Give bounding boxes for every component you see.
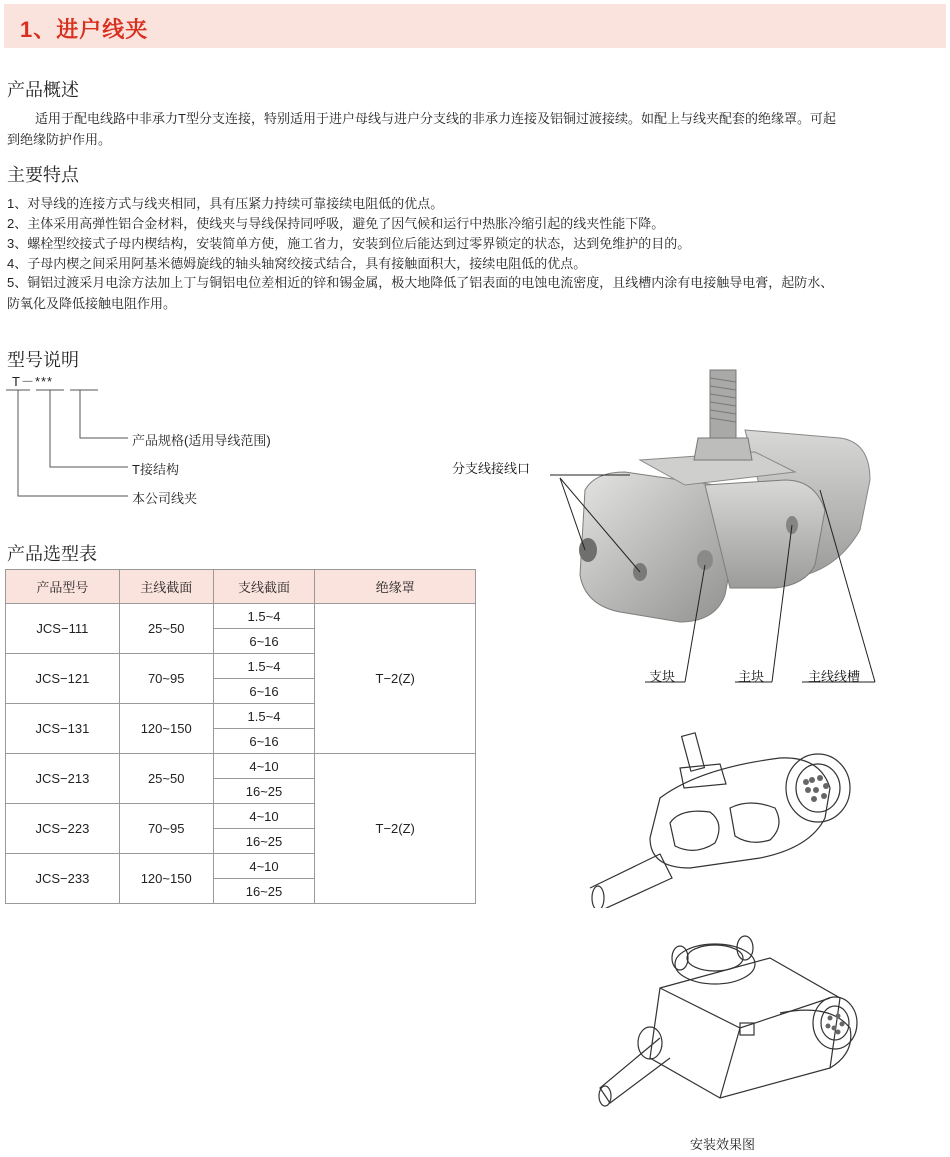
branch-section-cell: 6~16 (213, 679, 315, 704)
feature-item-3: 3、螺栓型绞接式子母内楔结构，安装简单方使，施工省力，安装到位后能达到过零界锁定的状态，达到免维护的目的。 (7, 236, 691, 251)
figure-caption: 安装效果图 (690, 1137, 756, 1152)
main-section-cell: 70~95 (119, 654, 213, 704)
table-header-row (6, 570, 476, 604)
model-cell: JCS−131 (6, 704, 120, 754)
model-code: T－*** (12, 374, 54, 389)
branch-section-cell: 4~10 (213, 804, 315, 829)
feature-item-1: 1、对导线的连接方式与线夹相同，具有压紧力持续可靠接续电阻低的优点。 (7, 196, 444, 211)
callout-main-block: 主块 (738, 669, 765, 684)
main-section-cell: 70~95 (119, 804, 213, 854)
main-section-cell: 25~50 (119, 604, 213, 654)
feature-item-2: 2、主体采用高弹性铝合金材料，使线夹与导线保持同呼吸，避免了因气候和运行中热胀冷缩引起的线夹性能下降。 (7, 216, 665, 231)
branch-section-cell: 1.5~4 (213, 704, 315, 729)
model-label-spec: 产品规格(适用导线范围) (132, 433, 271, 448)
feature-item-5: 5、铜铝过渡采月电涂方法加上丁与铜铝电位差相近的锌和锡金属，极大地降低了铝表面的电蚀电流密度，且线槽内涂有电接触导电膏，起防水、 (7, 275, 834, 290)
page-title: 1、进户线夹 (20, 17, 149, 42)
column-header: 主线截面 (119, 570, 213, 604)
model-cell: JCS−223 (6, 804, 120, 854)
selection-heading: 产品选型表 (7, 544, 97, 564)
callout-main-groove: 主线线槽 (808, 669, 861, 684)
main-section-cell: 120~150 (119, 854, 213, 904)
table-row (6, 604, 476, 629)
overview-text-line1: 适用于配电线路中非承力T型分支连接，特别适用于进户母线与进户分支线的非承力连接及铝铜过渡接续。如配上与线夹配套的绝缘罩。可起 (35, 111, 836, 126)
column-header: 绝缘罩 (315, 570, 476, 604)
model-label-structure: T接结构 (132, 462, 179, 477)
model-cell: JCS−111 (6, 604, 120, 654)
main-section-cell: 25~50 (119, 754, 213, 804)
cover-cell: T−2(Z) (315, 754, 476, 904)
table-row (6, 754, 476, 779)
branch-section-cell: 4~10 (213, 754, 315, 779)
model-label-company: 本公司线夹 (132, 491, 198, 506)
insulation-cover-drawing (590, 918, 880, 1118)
callout-support-block: 支块 (649, 669, 676, 684)
branch-section-cell: 1.5~4 (213, 604, 315, 629)
branch-section-cell: 16~25 (213, 829, 315, 854)
column-header: 产品型号 (6, 570, 120, 604)
branch-section-cell: 4~10 (213, 854, 315, 879)
model-cell: JCS−213 (6, 754, 120, 804)
feature-item-5-cont: 防氧化及降低接触电阻作用。 (7, 296, 177, 311)
cover-cell: T−2(Z) (315, 604, 476, 754)
clamp-assembly-drawing (580, 728, 880, 908)
branch-section-cell: 1.5~4 (213, 654, 315, 679)
overview-heading: 产品概述 (7, 80, 79, 100)
branch-section-cell: 16~25 (213, 879, 315, 904)
branch-section-cell: 6~16 (213, 629, 315, 654)
branch-section-cell: 16~25 (213, 779, 315, 804)
column-header: 支线截面 (213, 570, 315, 604)
overview-text-line2: 到绝缘防护作用。 (7, 132, 112, 147)
model-heading: 型号说明 (7, 350, 79, 370)
feature-item-4: 4、子母内楔之间采用阿基米德姆旋线的轴头轴窝绞接式结合，具有接触面积大，接续电阻低的优点。 (7, 256, 587, 271)
selection-table (5, 569, 476, 904)
clamp-product-photo (540, 360, 940, 690)
callout-branch-port: 分支线接线口 (452, 461, 531, 476)
features-heading: 主要特点 (7, 165, 79, 185)
model-cell: JCS−233 (6, 854, 120, 904)
branch-section-cell: 6~16 (213, 729, 315, 754)
main-section-cell: 120~150 (119, 704, 213, 754)
model-cell: JCS−121 (6, 654, 120, 704)
